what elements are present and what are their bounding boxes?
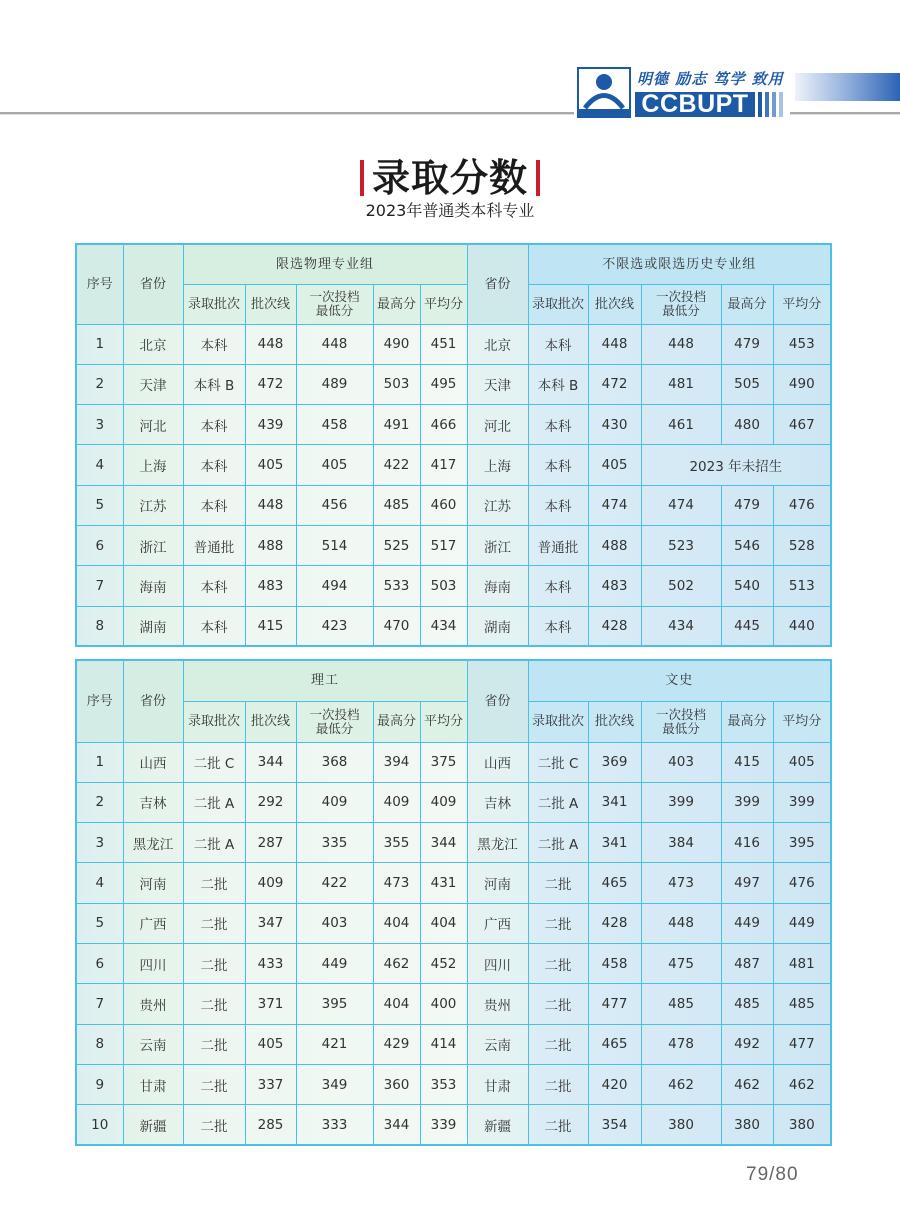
cell-avg-score: 517 xyxy=(420,525,467,565)
cell-avg-score: 344 xyxy=(420,823,467,863)
cell-max-score: 497 xyxy=(721,863,773,903)
header-seq: 序号 xyxy=(76,660,123,742)
table-row xyxy=(76,324,831,364)
header-batch: 录取批次 xyxy=(183,284,245,324)
cell-seq: 3 xyxy=(76,823,123,863)
cell-max-score: 492 xyxy=(721,1024,773,1064)
cell-avg-score: 451 xyxy=(420,324,467,364)
cell-batch-line: 472 xyxy=(245,364,296,404)
cell-max-score: 462 xyxy=(373,943,420,983)
cell-batch: 本科 xyxy=(528,485,588,525)
cell-first-min-score: 475 xyxy=(641,943,721,983)
cell-max-score: 479 xyxy=(721,485,773,525)
cell-province: 黑龙江 xyxy=(467,823,528,863)
cell-batch-line: 458 xyxy=(588,943,641,983)
cell-province: 黑龙江 xyxy=(123,823,183,863)
cell-first-min-score: 380 xyxy=(641,1105,721,1145)
cell-batch-line: 448 xyxy=(245,485,296,525)
cell-batch: 二批 xyxy=(528,984,588,1024)
header-max-score: 最高分 xyxy=(373,701,420,742)
cell-province: 河南 xyxy=(123,863,183,903)
header-batch-line: 批次线 xyxy=(588,284,641,324)
cell-seq: 5 xyxy=(76,485,123,525)
cell-avg-score: 490 xyxy=(773,364,831,404)
cell-first-min-score: 462 xyxy=(641,1064,721,1104)
header-group-physics: 限选物理专业组 xyxy=(183,244,467,284)
cell-avg-score: 449 xyxy=(773,903,831,943)
cell-max-score: 355 xyxy=(373,823,420,863)
cell-first-min-score: 481 xyxy=(641,364,721,404)
table-header-row xyxy=(76,660,831,701)
cell-first-min-score: 458 xyxy=(296,405,373,445)
cell-first-min-score: 485 xyxy=(641,984,721,1024)
header-batch: 录取批次 xyxy=(183,701,245,742)
cell-max-score: 479 xyxy=(721,324,773,364)
table-row xyxy=(76,742,831,782)
cell-batch-line: 285 xyxy=(245,1105,296,1145)
cell-batch: 普通批 xyxy=(528,525,588,565)
cell-avg-score: 434 xyxy=(420,606,467,646)
cell-first-min-score: 403 xyxy=(296,903,373,943)
cell-max-score: 415 xyxy=(721,742,773,782)
cell-batch-line: 428 xyxy=(588,606,641,646)
cell-max-score: 404 xyxy=(373,984,420,1024)
cell-province: 山西 xyxy=(123,742,183,782)
header-first-min-score: 一次投档 最低分 xyxy=(641,701,721,742)
header-province: 省份 xyxy=(467,244,528,324)
cell-province: 吉林 xyxy=(123,782,183,822)
cell-max-score: 429 xyxy=(373,1024,420,1064)
header-province: 省份 xyxy=(123,660,183,742)
cell-province: 河北 xyxy=(123,405,183,445)
cell-batch-line: 488 xyxy=(588,525,641,565)
person-emblem-icon xyxy=(577,67,631,118)
cell-first-min-score: 399 xyxy=(641,782,721,822)
header-avg-score: 平均分 xyxy=(420,701,467,742)
cell-province: 吉林 xyxy=(467,782,528,822)
cell-batch-line: 472 xyxy=(588,364,641,404)
cell-batch-line: 439 xyxy=(245,405,296,445)
header-group-arts: 文史 xyxy=(528,660,831,701)
logo-stripes xyxy=(758,92,783,117)
cell-seq: 4 xyxy=(76,445,123,485)
cell-batch-line: 354 xyxy=(588,1105,641,1145)
cell-avg-score: 513 xyxy=(773,566,831,606)
cell-avg-score: 414 xyxy=(420,1024,467,1064)
cell-batch: 本科 xyxy=(528,566,588,606)
cell-max-score: 360 xyxy=(373,1064,420,1104)
cell-batch: 二批 A xyxy=(528,823,588,863)
cell-max-score: 449 xyxy=(721,903,773,943)
cell-max-score: 422 xyxy=(373,445,420,485)
admission-score-table xyxy=(75,659,832,1146)
header-batch: 录取批次 xyxy=(528,701,588,742)
header-accent-bar xyxy=(795,73,900,101)
cell-seq: 2 xyxy=(76,364,123,404)
cell-batch: 本科 xyxy=(528,606,588,646)
cell-avg-score: 485 xyxy=(773,984,831,1024)
cell-province: 新疆 xyxy=(123,1105,183,1145)
cell-batch: 二批 xyxy=(183,863,245,903)
cell-first-min-score: 421 xyxy=(296,1024,373,1064)
cell-province: 湖南 xyxy=(123,606,183,646)
cell-batch: 本科 xyxy=(183,485,245,525)
cell-province: 河南 xyxy=(467,863,528,903)
cell-max-score: 470 xyxy=(373,606,420,646)
cell-batch: 本科 xyxy=(183,566,245,606)
cell-first-min-score: 494 xyxy=(296,566,373,606)
cell-batch-line: 433 xyxy=(245,943,296,983)
cell-province: 四川 xyxy=(123,943,183,983)
cell-province: 江苏 xyxy=(467,485,528,525)
cell-batch-line: 405 xyxy=(245,1024,296,1064)
cell-avg-score: 399 xyxy=(773,782,831,822)
header-rule xyxy=(0,112,574,115)
cell-province: 贵州 xyxy=(467,984,528,1024)
cell-province: 云南 xyxy=(123,1024,183,1064)
cell-first-min-score: 403 xyxy=(641,742,721,782)
cell-avg-score: 417 xyxy=(420,445,467,485)
cell-province: 新疆 xyxy=(467,1105,528,1145)
table-row xyxy=(76,823,831,863)
table-row xyxy=(76,1105,831,1145)
cell-province: 山西 xyxy=(467,742,528,782)
cell-batch: 本科 xyxy=(183,445,245,485)
cell-batch: 二批 A xyxy=(183,823,245,863)
cell-province: 北京 xyxy=(123,324,183,364)
table-row xyxy=(76,984,831,1024)
cell-first-min-score: 448 xyxy=(641,324,721,364)
header-max-score: 最高分 xyxy=(721,701,773,742)
cell-batch: 本科 xyxy=(528,405,588,445)
cell-batch: 二批 C xyxy=(528,742,588,782)
cell-max-score: 399 xyxy=(721,782,773,822)
table-row xyxy=(76,1024,831,1064)
cell-province: 天津 xyxy=(467,364,528,404)
cell-batch: 二批 xyxy=(528,1105,588,1145)
cell-seq: 5 xyxy=(76,903,123,943)
cell-first-min-score: 489 xyxy=(296,364,373,404)
cell-max-score: 540 xyxy=(721,566,773,606)
cell-avg-score: 467 xyxy=(773,405,831,445)
cell-batch: 二批 xyxy=(183,1105,245,1145)
cell-province: 云南 xyxy=(467,1024,528,1064)
cell-batch: 二批 xyxy=(528,1064,588,1104)
table-row xyxy=(76,943,831,983)
cell-province: 广西 xyxy=(467,903,528,943)
cell-seq: 6 xyxy=(76,943,123,983)
table-row xyxy=(76,566,831,606)
header-avg-score: 平均分 xyxy=(773,701,831,742)
cell-first-min-score: 422 xyxy=(296,863,373,903)
cell-seq: 7 xyxy=(76,566,123,606)
cell-province: 浙江 xyxy=(467,525,528,565)
cell-seq: 8 xyxy=(76,1024,123,1064)
table-row xyxy=(76,903,831,943)
cell-avg-score: 375 xyxy=(420,742,467,782)
page-title-block xyxy=(0,156,900,200)
cell-batch: 二批 A xyxy=(183,782,245,822)
cell-seq: 2 xyxy=(76,782,123,822)
cell-seq: 10 xyxy=(76,1105,123,1145)
table-row xyxy=(76,445,831,485)
cell-province: 贵州 xyxy=(123,984,183,1024)
cell-first-min-score: 448 xyxy=(296,324,373,364)
cell-batch: 本科 B xyxy=(183,364,245,404)
header-group-history: 不限选或限选历史专业组 xyxy=(528,244,831,284)
header-group-science: 理工 xyxy=(183,660,467,701)
cell-batch-line: 420 xyxy=(588,1064,641,1104)
cell-batch-line: 409 xyxy=(245,863,296,903)
cell-first-min-score: 409 xyxy=(296,782,373,822)
cell-max-score: 503 xyxy=(373,364,420,404)
cell-seq: 9 xyxy=(76,1064,123,1104)
cell-max-score: 546 xyxy=(721,525,773,565)
cell-avg-score: 440 xyxy=(773,606,831,646)
table-row xyxy=(76,485,831,525)
cell-batch-line: 369 xyxy=(588,742,641,782)
header-first-min-score: 一次投档 最低分 xyxy=(296,701,373,742)
cell-max-score: 485 xyxy=(721,984,773,1024)
cell-avg-score: 481 xyxy=(773,943,831,983)
cell-batch: 二批 xyxy=(528,943,588,983)
cell-max-score: 490 xyxy=(373,324,420,364)
cell-max-score: 344 xyxy=(373,1105,420,1145)
cell-first-min-score: 502 xyxy=(641,566,721,606)
cell-batch-line: 448 xyxy=(588,324,641,364)
cell-seq: 3 xyxy=(76,405,123,445)
cell-batch-line: 488 xyxy=(245,525,296,565)
cell-batch: 二批 xyxy=(528,863,588,903)
cell-max-score: 480 xyxy=(721,405,773,445)
logo-wordmark: CCBUPT xyxy=(635,92,755,117)
cell-batch: 二批 A xyxy=(528,782,588,822)
cell-first-min-score: 395 xyxy=(296,984,373,1024)
cell-avg-score: 380 xyxy=(773,1105,831,1145)
cell-max-score: 462 xyxy=(721,1064,773,1104)
cell-avg-score: 400 xyxy=(420,984,467,1024)
cell-batch: 本科 xyxy=(183,324,245,364)
cell-batch-line: 405 xyxy=(588,445,641,485)
table-row xyxy=(76,1064,831,1104)
cell-province: 广西 xyxy=(123,903,183,943)
cell-province: 河北 xyxy=(467,405,528,445)
cell-batch: 二批 xyxy=(528,1024,588,1064)
page-title: 录取分数 xyxy=(371,155,528,200)
cell-first-min-score: 514 xyxy=(296,525,373,565)
header-first-min-score: 一次投档 最低分 xyxy=(641,284,721,324)
cell-batch-line: 292 xyxy=(245,782,296,822)
cell-batch: 二批 xyxy=(183,903,245,943)
cell-max-score: 491 xyxy=(373,405,420,445)
cell-batch-line: 477 xyxy=(588,984,641,1024)
cell-province: 北京 xyxy=(467,324,528,364)
header-max-score: 最高分 xyxy=(721,284,773,324)
cell-max-score: 473 xyxy=(373,863,420,903)
title-bar-right xyxy=(536,160,540,196)
cell-batch: 二批 C xyxy=(183,742,245,782)
cell-avg-score: 495 xyxy=(420,364,467,404)
logo-motto: 明德 励志 笃学 致用 xyxy=(637,70,784,88)
cell-province: 甘肃 xyxy=(123,1064,183,1104)
cell-batch-line: 428 xyxy=(588,903,641,943)
cell-first-min-score: 335 xyxy=(296,823,373,863)
cell-batch: 二批 xyxy=(183,984,245,1024)
cell-seq: 8 xyxy=(76,606,123,646)
header-province: 省份 xyxy=(123,244,183,324)
page-subtitle: 2023年普通类本科专业 xyxy=(365,201,535,220)
table-row xyxy=(76,525,831,565)
cell-seq: 6 xyxy=(76,525,123,565)
cell-avg-score: 405 xyxy=(773,742,831,782)
cell-avg-score: 460 xyxy=(420,485,467,525)
cell-avg-score: 462 xyxy=(773,1064,831,1104)
admission-score-table xyxy=(75,243,832,647)
page-number: 79/80 xyxy=(746,1164,799,1185)
cell-batch-line: 465 xyxy=(588,1024,641,1064)
cell-max-score: 487 xyxy=(721,943,773,983)
cell-avg-score: 353 xyxy=(420,1064,467,1104)
cell-batch: 本科 xyxy=(183,405,245,445)
cell-batch-line: 341 xyxy=(588,823,641,863)
cell-batch: 普通批 xyxy=(183,525,245,565)
table-subheader-row xyxy=(76,284,831,324)
cell-avg-score: 476 xyxy=(773,485,831,525)
cell-batch-line: 287 xyxy=(245,823,296,863)
cell-avg-score: 453 xyxy=(773,324,831,364)
cell-first-min-score: 405 xyxy=(296,445,373,485)
cell-batch-line: 483 xyxy=(588,566,641,606)
cell-province: 天津 xyxy=(123,364,183,404)
cell-first-min-score: 384 xyxy=(641,823,721,863)
table-header-row xyxy=(76,244,831,284)
table-row xyxy=(76,405,831,445)
table-row xyxy=(76,364,831,404)
cell-first-min-score: 523 xyxy=(641,525,721,565)
cell-first-min-score: 333 xyxy=(296,1105,373,1145)
cell-province: 湖南 xyxy=(467,606,528,646)
cell-first-min-score: 423 xyxy=(296,606,373,646)
cell-avg-score: 339 xyxy=(420,1105,467,1145)
header-batch-line: 批次线 xyxy=(245,284,296,324)
title-bar-left xyxy=(360,160,364,196)
header-avg-score: 平均分 xyxy=(773,284,831,324)
cell-avg-score: 503 xyxy=(420,566,467,606)
cell-batch: 二批 xyxy=(183,1064,245,1104)
table-row xyxy=(76,606,831,646)
cell-batch-line: 483 xyxy=(245,566,296,606)
cell-batch: 本科 xyxy=(528,324,588,364)
cell-first-min-score: 478 xyxy=(641,1024,721,1064)
cell-seq: 1 xyxy=(76,324,123,364)
cell-batch-line: 341 xyxy=(588,782,641,822)
cell-max-score: 533 xyxy=(373,566,420,606)
cell-first-min-score: 449 xyxy=(296,943,373,983)
cell-max-score: 505 xyxy=(721,364,773,404)
header-rule xyxy=(790,112,900,115)
cell-avg-score: 476 xyxy=(773,863,831,903)
header-first-min-score: 一次投档 最低分 xyxy=(296,284,373,324)
cell-batch-line: 465 xyxy=(588,863,641,903)
table-subheader-row xyxy=(76,701,831,742)
cell-first-min-score: 349 xyxy=(296,1064,373,1104)
cell-not-enrolled-note: 2023 年未招生 xyxy=(641,445,831,485)
table-row xyxy=(76,863,831,903)
cell-max-score: 380 xyxy=(721,1105,773,1145)
cell-first-min-score: 448 xyxy=(641,903,721,943)
cell-batch-line: 371 xyxy=(245,984,296,1024)
cell-batch-line: 415 xyxy=(245,606,296,646)
cell-max-score: 409 xyxy=(373,782,420,822)
header-province: 省份 xyxy=(467,660,528,742)
cell-avg-score: 477 xyxy=(773,1024,831,1064)
cell-province: 海南 xyxy=(467,566,528,606)
cell-batch-line: 405 xyxy=(245,445,296,485)
cell-batch: 本科 xyxy=(183,606,245,646)
cell-batch: 本科 xyxy=(528,445,588,485)
cell-avg-score: 466 xyxy=(420,405,467,445)
cell-max-score: 404 xyxy=(373,903,420,943)
cell-batch-line: 337 xyxy=(245,1064,296,1104)
cell-seq: 7 xyxy=(76,984,123,1024)
cell-batch: 二批 xyxy=(528,903,588,943)
cell-province: 上海 xyxy=(123,445,183,485)
header-batch: 录取批次 xyxy=(528,284,588,324)
cell-batch-line: 347 xyxy=(245,903,296,943)
cell-max-score: 485 xyxy=(373,485,420,525)
cell-first-min-score: 473 xyxy=(641,863,721,903)
cell-first-min-score: 474 xyxy=(641,485,721,525)
cell-batch-line: 474 xyxy=(588,485,641,525)
header-batch-line: 批次线 xyxy=(245,701,296,742)
cell-seq: 1 xyxy=(76,742,123,782)
cell-max-score: 394 xyxy=(373,742,420,782)
cell-avg-score: 528 xyxy=(773,525,831,565)
cell-avg-score: 431 xyxy=(420,863,467,903)
cell-max-score: 445 xyxy=(721,606,773,646)
cell-first-min-score: 456 xyxy=(296,485,373,525)
header-seq: 序号 xyxy=(76,244,123,324)
cell-first-min-score: 461 xyxy=(641,405,721,445)
cell-batch-line: 448 xyxy=(245,324,296,364)
cell-batch: 二批 xyxy=(183,1024,245,1064)
header-avg-score: 平均分 xyxy=(420,284,467,324)
cell-avg-score: 452 xyxy=(420,943,467,983)
cell-province: 四川 xyxy=(467,943,528,983)
cell-max-score: 416 xyxy=(721,823,773,863)
cell-batch-line: 344 xyxy=(245,742,296,782)
cell-first-min-score: 434 xyxy=(641,606,721,646)
cell-province: 甘肃 xyxy=(467,1064,528,1104)
table-row xyxy=(76,782,831,822)
cell-avg-score: 404 xyxy=(420,903,467,943)
cell-first-min-score: 368 xyxy=(296,742,373,782)
cell-province: 江苏 xyxy=(123,485,183,525)
cell-seq: 4 xyxy=(76,863,123,903)
cell-avg-score: 409 xyxy=(420,782,467,822)
cell-max-score: 525 xyxy=(373,525,420,565)
header-batch-line: 批次线 xyxy=(588,701,641,742)
cell-province: 海南 xyxy=(123,566,183,606)
cell-batch-line: 430 xyxy=(588,405,641,445)
cell-province: 浙江 xyxy=(123,525,183,565)
header-max-score: 最高分 xyxy=(373,284,420,324)
cell-batch: 本科 B xyxy=(528,364,588,404)
cell-avg-score: 395 xyxy=(773,823,831,863)
cell-batch: 二批 xyxy=(183,943,245,983)
cell-province: 上海 xyxy=(467,445,528,485)
